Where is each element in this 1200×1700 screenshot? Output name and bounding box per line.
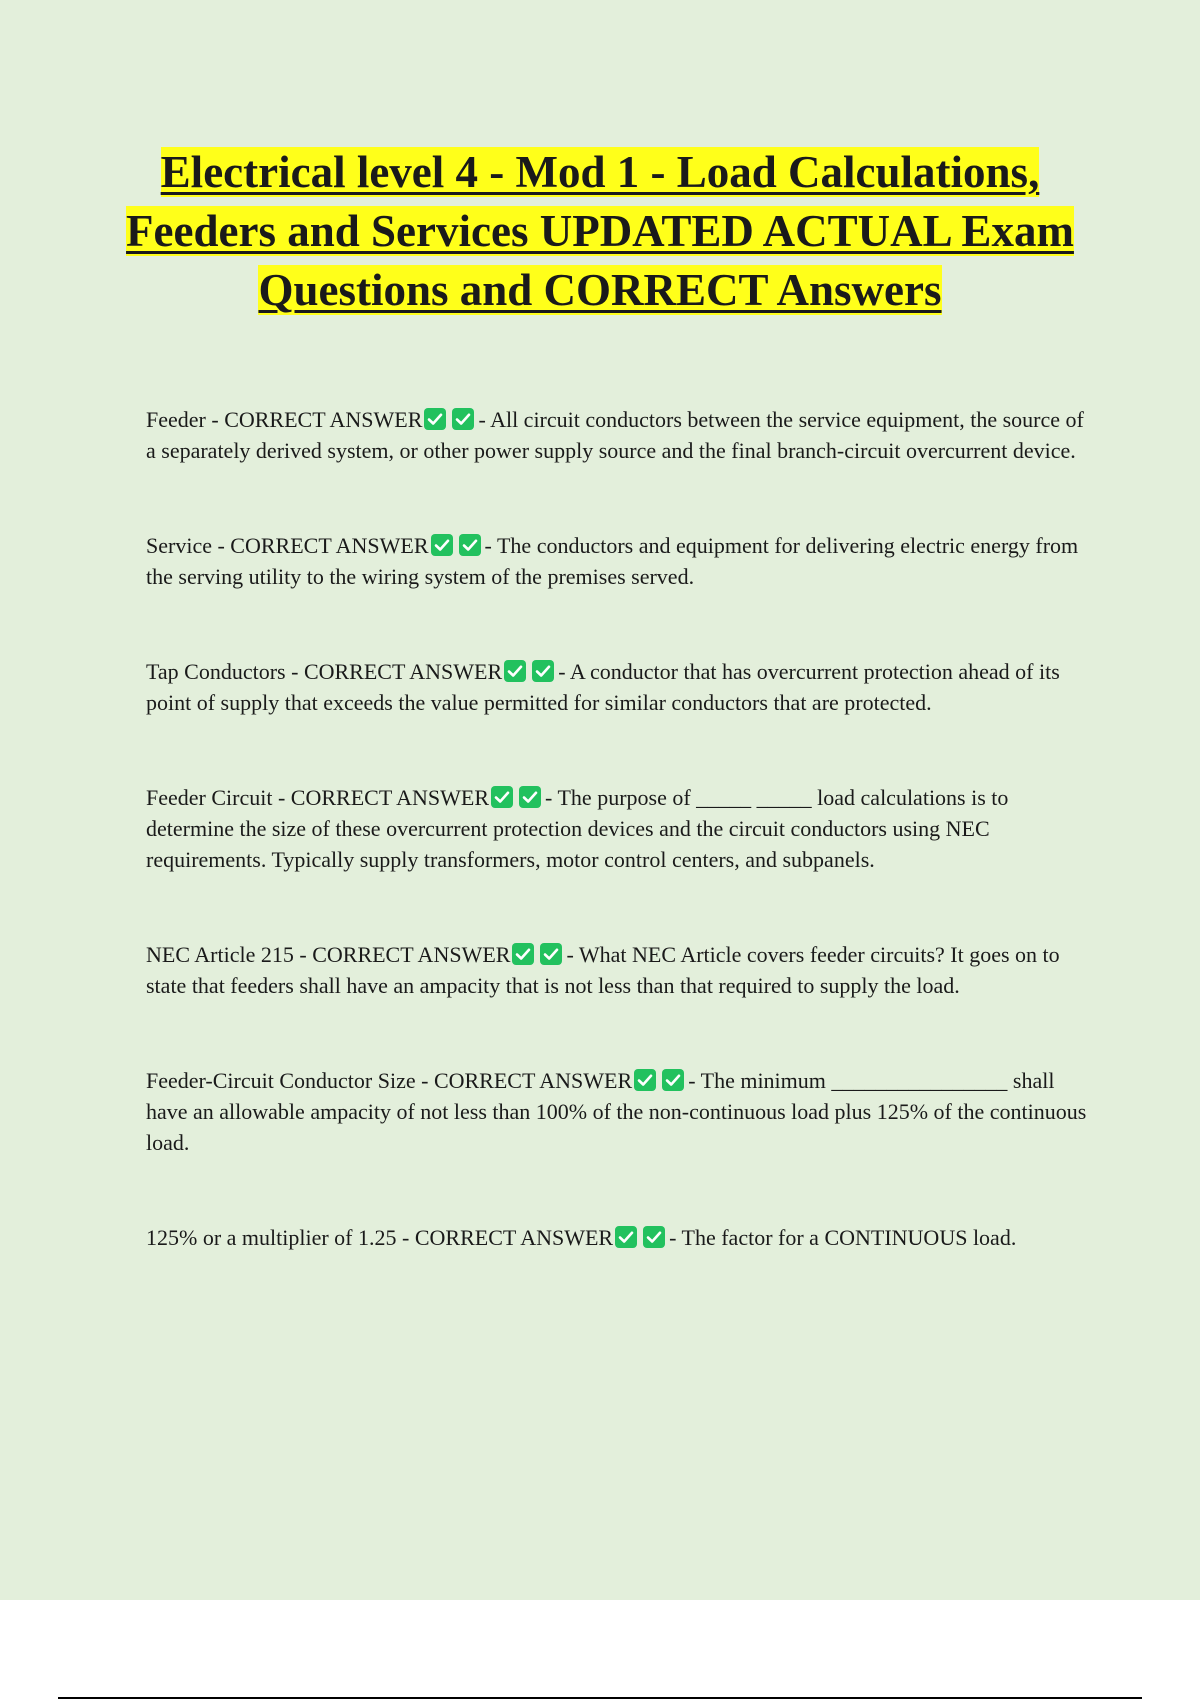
document-title bbox=[100, 143, 1100, 320]
entry-term: Tap Conductors bbox=[146, 659, 286, 684]
green-check-mark-icon bbox=[615, 1226, 637, 1248]
answer-marker: CORRECT ANSWER bbox=[230, 533, 429, 558]
green-check-mark-icon bbox=[634, 1069, 656, 1091]
entry-term: 125% or a multiplier of 1.25 bbox=[146, 1225, 397, 1250]
green-check-mark-icon bbox=[643, 1226, 665, 1248]
entry-definition: All circuit conductors between the service equipment, the source of a separately derived system, or other power supply source and the final branch-circuit overcurrent device. bbox=[146, 407, 1084, 463]
green-check-mark-icon bbox=[540, 943, 562, 965]
green-check-mark-icon bbox=[504, 660, 526, 682]
qa-entry: 125% or a multiplier of 1.25 - CORRECT ANSWER - The factor for a CONTINUOUS load. bbox=[146, 1225, 1017, 1250]
entry-definition: What NEC Article covers feeder circuits? It goes on to state that feeders shall have an ampacity that is not less than that required to supply the load. bbox=[146, 942, 1060, 998]
qa-entry: Service - CORRECT ANSWER - The conductors and equipment for delivering electric energy from the serving utility to the wiring system of the premises served. bbox=[146, 533, 1079, 589]
entry-definition: The conductors and equipment for delivering electric energy from the serving utility to the wiring system of the premises served. bbox=[146, 533, 1079, 589]
entry-definition: The factor for a CONTINUOUS load. bbox=[681, 1225, 1017, 1250]
entry-definition: A conductor that has overcurrent protection ahead of its point of supply that exceeds the value permitted for similar conductors that are protected. bbox=[146, 659, 1060, 715]
green-check-mark-icon bbox=[424, 408, 446, 430]
entry-term: Feeder Circuit bbox=[146, 785, 273, 810]
qa-entry: Feeder Circuit - CORRECT ANSWER - The purpose of _____ _____ load calculations is to determine the size of these overcurrent protection devices and the circuit conductors using NEC requirements. Typically supply transformers, motor control centers, and subpanels. bbox=[146, 785, 1009, 872]
green-check-mark-icon bbox=[459, 534, 481, 556]
green-check-mark-icon bbox=[662, 1069, 684, 1091]
entry-definition: The minimum ________________ shall have an allowable ampacity of not less than 100% of the non-continuous load plus 125% of the continuous load. bbox=[146, 1068, 1087, 1155]
green-check-mark-icon bbox=[491, 786, 513, 808]
green-check-mark-icon bbox=[512, 943, 534, 965]
qa-entry: Tap Conductors - CORRECT ANSWER - A conductor that has overcurrent protection ahead of its point of supply that exceeds the value permitted for similar conductors that are protected. bbox=[146, 659, 1060, 715]
entry-term: NEC Article 215 bbox=[146, 942, 294, 967]
answer-marker: CORRECT ANSWER bbox=[414, 1225, 614, 1250]
qa-entry: NEC Article 215 - CORRECT ANSWER - What NEC Article covers feeder circuits? It goes on to state that feeders shall have an ampacity that is not less than that required to supply the load. bbox=[146, 942, 1060, 998]
qa-entry: Feeder - CORRECT ANSWER - All circuit conductors between the service equipment, the source of a separately derived system, or other power supply source and the final branch-circuit overcurrent device. bbox=[146, 407, 1084, 463]
entry-term: Service bbox=[146, 533, 212, 558]
document-title-text: Electrical level 4 - Mod 1 - Load Calculations, Feeders and Services UPDATED ACTUAL Exam Questions and CORRECT Answers bbox=[126, 147, 1074, 315]
answer-marker: CORRECT ANSWER bbox=[303, 659, 503, 684]
footer-rule bbox=[58, 1697, 1142, 1699]
green-check-mark-icon bbox=[532, 660, 554, 682]
answer-marker: CORRECT ANSWER bbox=[290, 785, 490, 810]
qa-entry: Feeder-Circuit Conductor Size - CORRECT ANSWER - The minimum ________________ shall have an allowable ampacity of not less than 100% of the non-continuous load plus 125% of the continuous load. bbox=[146, 1068, 1087, 1155]
entry-definition: The purpose of _____ _____ load calculations is to determine the size of these overcurrent protection devices and the circuit conductors using NEC requirements. Typically supply transformers, motor control centers, and subpanels. bbox=[146, 785, 1009, 872]
entry-term: Feeder-Circuit Conductor Size bbox=[146, 1068, 416, 1093]
qa-list bbox=[146, 404, 1096, 1253]
green-check-mark-icon bbox=[519, 786, 541, 808]
green-check-mark-icon bbox=[452, 408, 474, 430]
answer-marker: CORRECT ANSWER bbox=[224, 407, 423, 432]
answer-marker: CORRECT ANSWER bbox=[433, 1068, 633, 1093]
answer-marker: CORRECT ANSWER bbox=[312, 942, 511, 967]
entry-term: Feeder bbox=[146, 407, 206, 432]
green-check-mark-icon bbox=[431, 534, 453, 556]
